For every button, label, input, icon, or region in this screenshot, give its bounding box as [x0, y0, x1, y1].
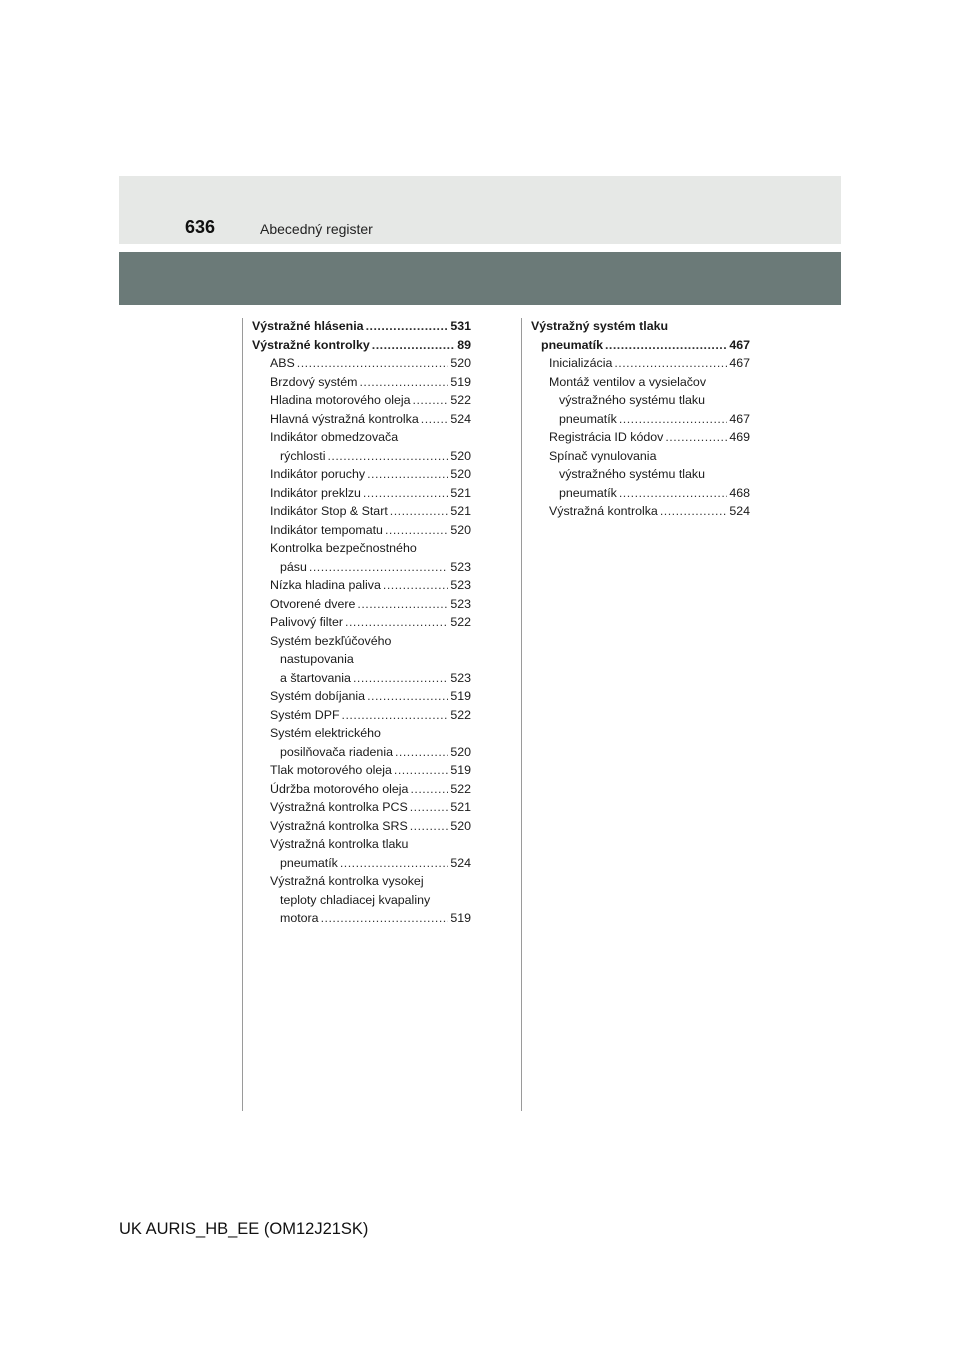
index-subentry: posilňovača riadenia ..... 520 — [252, 743, 471, 762]
index-subentry: Nízka hladina paliva ..... 523 — [252, 576, 471, 595]
section-title: Abecedný register — [260, 221, 373, 237]
footer-document-code: UK AURIS_HB_EE (OM12J21SK) — [119, 1220, 369, 1238]
index-subentry: ABS ..... 520 — [252, 354, 471, 373]
index-subentry: Indikátor poruchy ..... 520 — [252, 465, 471, 484]
index-subentry: Brzdový systém ..... 519 — [252, 373, 471, 392]
index-subentry: Systém DPF ..... 522 — [252, 706, 471, 725]
index-subentry: Hlavná výstražná kontrolka ..... 524 — [252, 410, 471, 429]
header-band — [119, 176, 841, 244]
index-subentry: Výstražná kontrolka PCS ..... 521 — [252, 798, 471, 817]
index-subentry-line: Kontrolka bezpečnostného — [270, 541, 417, 555]
index-subentry-line: Systém elektrického — [270, 726, 381, 740]
index-subentry: pneumatík ..... 524 — [252, 854, 471, 873]
index-subentry: Indikátor preklzu ..... 521 — [252, 484, 471, 503]
index-subentry: pásu ..... 523 — [252, 558, 471, 577]
index-subentry: Registrácia ID kódov ..... 469 — [531, 428, 750, 447]
index-subentry-line: výstražného systému tlaku — [559, 393, 705, 407]
index-entry-line: Výstražný systém tlaku — [531, 319, 669, 333]
index-subentry: a štartovania ..... 523 — [252, 669, 471, 688]
index-entry: Výstražné kontrolky ..... 89 — [252, 336, 471, 355]
index-subentry: Inicializácia ..... 467 — [531, 354, 750, 373]
index-subentry: Hladina motorového oleja ..... 522 — [252, 391, 471, 410]
index-subentry: Indikátor tempomatu ..... 520 — [252, 521, 471, 540]
index-subentry-line: Spínač vynulovania — [549, 448, 657, 463]
index-subentry: Indikátor Stop & Start ..... 521 — [252, 502, 471, 521]
index-subentry: Tlak motorového oleja ..... 519 — [252, 761, 471, 780]
middle-column-rule — [521, 318, 522, 1111]
index-subentry-line: teploty chladiacej kvapaliny — [280, 892, 431, 907]
index-subentry-line: Indikátor obmedzovača — [270, 430, 399, 444]
index-subentry: Systém dobíjania ..... 519 — [252, 687, 471, 706]
index-entry: pneumatík ..... 467 — [531, 336, 750, 355]
index-subentry: Otvorené dvere ..... 523 — [252, 595, 471, 614]
index-subentry-line: Výstražná kontrolka vysokej — [270, 874, 424, 888]
index-subentry: pneumatík ..... 468 — [531, 484, 750, 503]
index-subentry: Údržba motorového oleja ..... 522 — [252, 780, 471, 799]
index-column-left — [252, 317, 471, 928]
index-subentry-line: Montáž ventilov a vysielačov — [549, 374, 707, 389]
index-subentry-line: Systém bezkľúčového — [270, 633, 392, 648]
left-column-rule — [242, 318, 243, 1111]
index-subentry-line: nastupovania — [280, 652, 354, 666]
index-entry: Výstražné hlásenia ..... 531 — [252, 317, 471, 336]
header-dark-band — [119, 252, 841, 305]
index-subentry: pneumatík ..... 467 — [531, 410, 750, 429]
index-subentry: Výstražná kontrolka SRS ..... 520 — [252, 817, 471, 836]
index-subentry: rýchlosti ..... 520 — [252, 447, 471, 466]
index-subentry-line: Výstražná kontrolka tlaku — [270, 837, 409, 851]
index-subentry: Výstražná kontrolka ..... 524 — [531, 502, 750, 521]
page-number: 636 — [185, 217, 216, 237]
index-subentry: motora ..... 519 — [252, 909, 471, 928]
index-column-right — [531, 317, 750, 521]
index-subentry: Palivový filter ..... 522 — [252, 613, 471, 632]
index-subentry-line: výstražného systému tlaku — [559, 467, 705, 481]
